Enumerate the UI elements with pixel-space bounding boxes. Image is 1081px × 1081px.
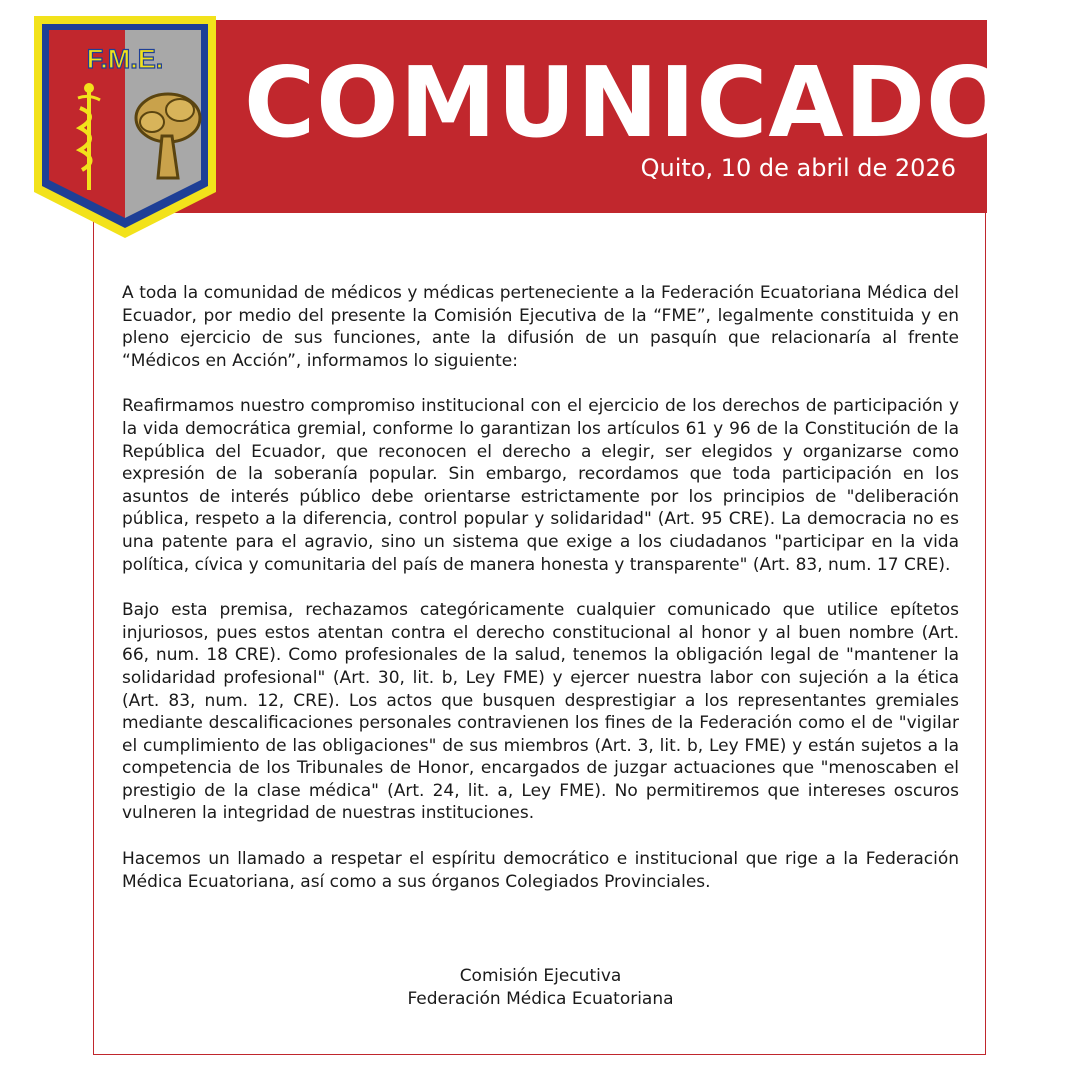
logo-lettering: F.M.E. [86,44,164,74]
paragraph-commitment: Reafirmamos nuestro compromiso institucional con el ejercicio de los derechos de participación y la vida democrática gremial, conforme lo garantizan los artículos 61 y 96 de la Constitución de la República del Ecuador, que reconocen el derecho a elegir, ser elegidos y organizarse como expresión de la soberanía popular. Sin embargo, recordamos que toda participación en los asuntos de interés público debe orientarse estrictamente por los principios de "deliberación pública, respeto a la diferencia, control popular y solidaridad" (Art. 95 CRE). La democracia no es una patente para el agravio, sino un sistema que exige a los ciudadanos "participar en la vida política, cívica y comunitaria del país de manera honesta y transparente" (Art. 83, num. 17 CRE). [122,396,959,575]
paragraph-rejection: Bajo esta premisa, rechazamos categóricamente cualquier comunicado que utilice epítetos injuriosos, pues estos atentan contra el derecho constitucional al honor y al buen nombre (Art. 66, num. 18 CRE). Como profesionales de la salud, tenemos la obligación legal de "mantener la solidaridad profesional" (Art. 30, lit. b, Ley FME) y ejercer nuestra labor con sujeción a la ética (Art. 83, num. 12, CRE). Los actos que busquen desprestigiar a los representantes gremiales mediante descalificaciones personales contravienen los fines de la Federación como el de "vigilar el cumplimiento de las obligaciones" de sus miembros (Art. 3, lit. b, Ley FME) y están sujetos a la competencia de los Tribunales de Honor, encargados de juzgar actuaciones que "menoscaben el prestigio de la clase médica" (Art. 24, lit. a, Ley FME). No permitiremos que intereses oscuros vulneren la integridad de nuestras instituciones. [122,600,959,824]
signature-line-commission: Comisión Ejecutiva [459,966,622,986]
paragraph-intro: A toda la comunidad de médicos y médicas perteneciente a la Federación Ecuatoriana Médica del Ecuador, por medio del presente la Comisión Ejecutiva de la “FME”, legalmente constituida y en pleno ejercicio de sus funciones, ante la difusión de un pasquín que relacionaría al frente “Médicos en Acción”, informamos lo siguiente: [122,283,959,371]
page-title: COMUNICADO [244,46,1010,159]
signature-block [122,965,959,1011]
paragraph-call: Hacemos un llamado a respetar el espíritu democrático e institucional que rige a la Federación Médica Ecuatoriana, así como a sus órganos Colegiados Provinciales. [122,849,959,892]
signature-line-federation: Federación Médica Ecuatoriana [407,989,674,1009]
communique-body [122,282,959,916]
fme-logo [28,10,222,244]
place-date: Quito, 10 de abril de 2026 [640,154,956,182]
